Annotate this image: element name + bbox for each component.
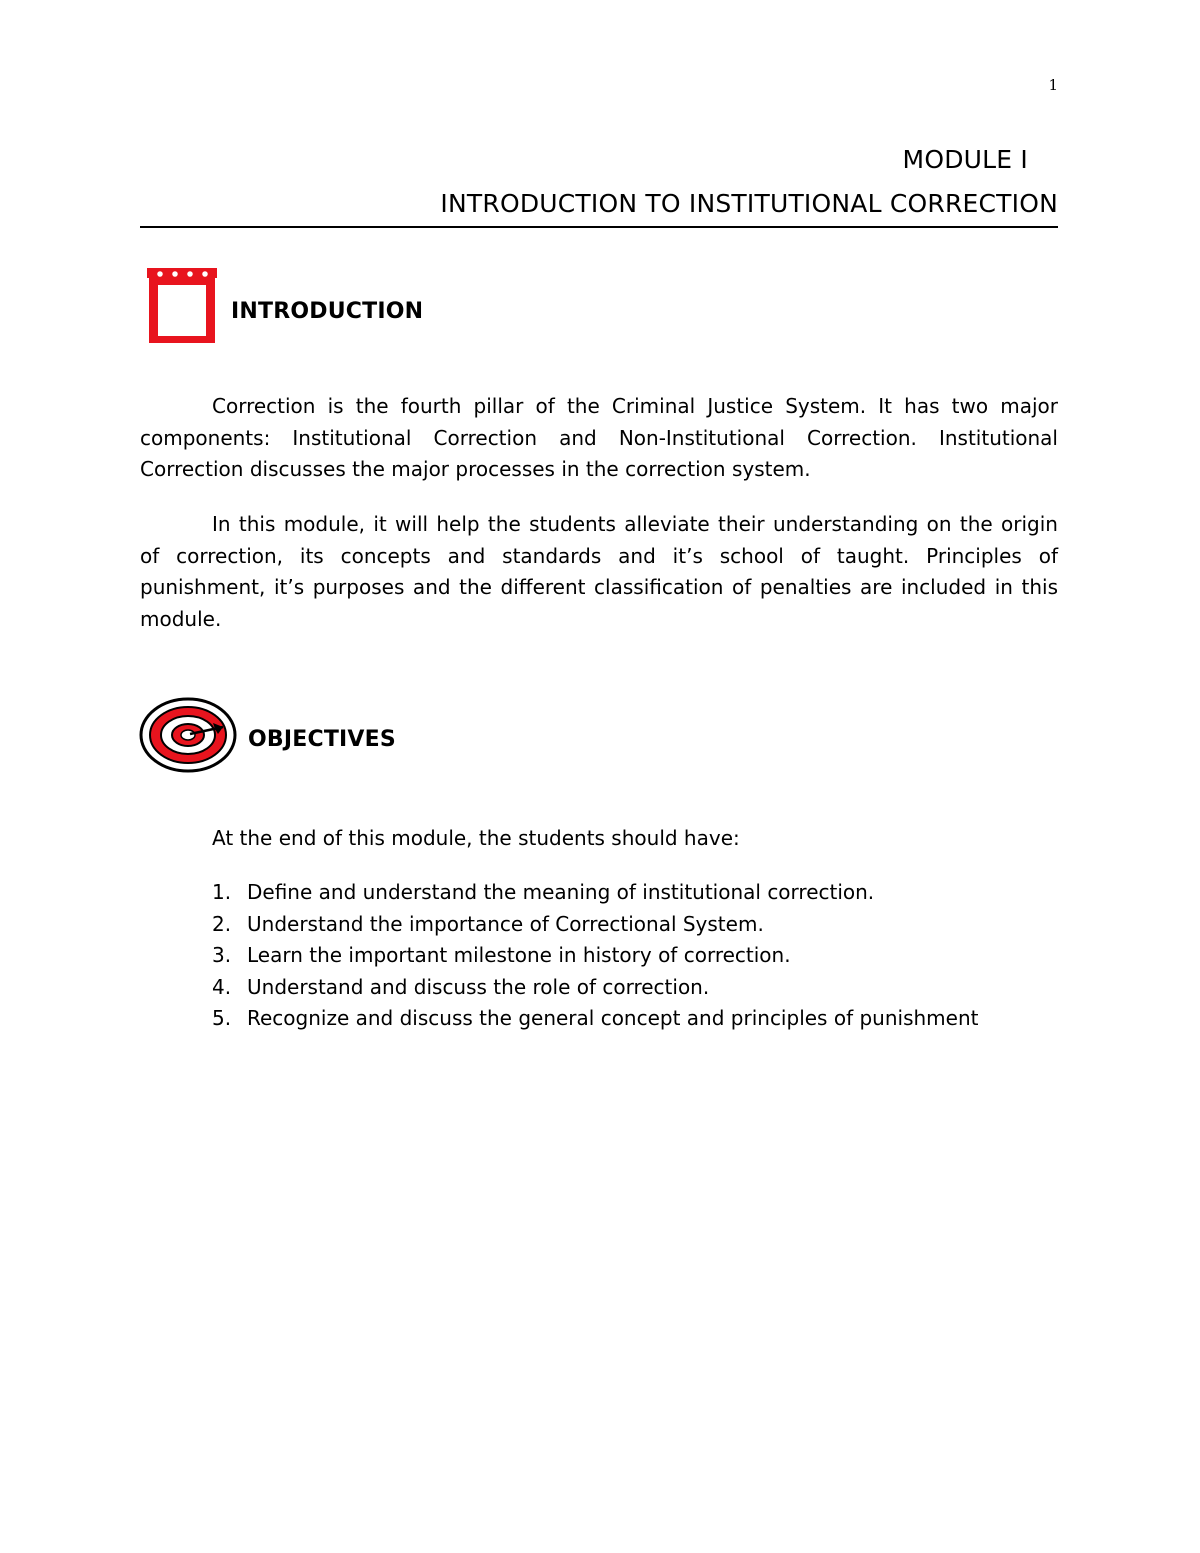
list-item	[212, 940, 978, 972]
list-item	[212, 1003, 978, 1035]
objectives-lead: At the end of this module, the students should have:	[212, 826, 740, 850]
objectives-heading: OBJECTIVES	[248, 726, 396, 752]
list-item-text: Recognize and discuss the general concept and principles of punishment	[247, 1006, 979, 1030]
list-item	[212, 909, 978, 941]
list-item-text: Understand the importance of Correctional System.	[247, 911, 764, 936]
list-item	[212, 877, 978, 909]
module-title: INTRODUCTION TO INSTITUTIONAL CORRECTION	[440, 189, 1058, 218]
target-icon	[139, 697, 239, 779]
module-label: MODULE I	[902, 145, 1028, 174]
introduction-heading-row	[146, 268, 423, 350]
introduction-heading: INTRODUCTION	[231, 298, 424, 324]
list-item	[212, 972, 978, 1004]
objectives-heading-row	[139, 697, 396, 779]
list-item-number: 5.	[212, 1006, 232, 1030]
page-number: 1	[1048, 76, 1058, 94]
module-header	[140, 138, 1058, 226]
list-item-number: 3.	[212, 943, 232, 967]
objectives-list	[212, 877, 978, 1035]
intro-paragraph: In this module, it will help the students alleviate their understanding on the origin of correction, its concepts and standards and it’s school of taught. Principles of punishment, it’s purposes and the different classification of penalties are included in this module.	[140, 512, 1058, 631]
list-item-text: Define and understand the meaning of institutional correction.	[247, 880, 875, 904]
list-item-text: Understand and discuss the role of correction.	[247, 974, 710, 999]
list-item-number: 4.	[212, 974, 232, 999]
notepad-icon	[146, 268, 218, 350]
list-item-number: 1.	[212, 880, 232, 904]
header-rule	[140, 226, 1058, 228]
list-item-number: 2.	[212, 911, 232, 936]
intro-paragraph: Correction is the fourth pillar of the Criminal Justice System. It has two major components: Institutional Correction and Non-Institutional Correction. Institutional Correction discusses the major processes in the correction system.	[140, 394, 1058, 481]
list-item-text: Learn the important milestone in history of correction.	[247, 943, 791, 967]
